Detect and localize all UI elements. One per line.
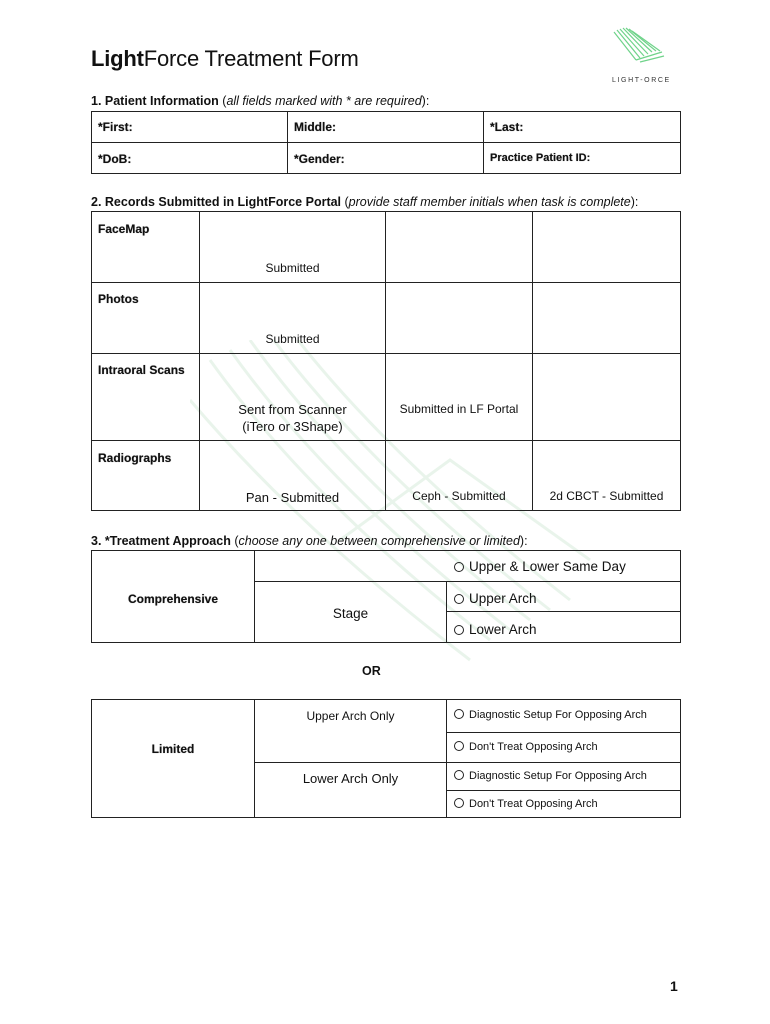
limited-label: Limited bbox=[151, 742, 195, 756]
facemap-submitted-cell[interactable]: Submitted bbox=[265, 261, 320, 275]
facemap-label: FaceMap bbox=[98, 222, 150, 236]
sent-from-scanner-cell[interactable]: Sent from Scanner (iTero or 3Shape) bbox=[238, 402, 347, 434]
upper-arch-only-label: Upper Arch Only bbox=[306, 709, 395, 723]
comprehensive-label: Comprehensive bbox=[127, 592, 219, 606]
radio-icon[interactable] bbox=[454, 594, 464, 604]
photos-submitted-cell[interactable]: Submitted bbox=[265, 332, 320, 346]
radiographs-label: Radiographs bbox=[98, 451, 172, 465]
logo-text: LIGHT-ORCE bbox=[612, 77, 671, 84]
upper-arch-option[interactable]: Upper Arch bbox=[454, 591, 537, 606]
lower-diagnostic-setup-option[interactable]: Diagnostic Setup For Opposing Arch bbox=[454, 770, 647, 782]
page-title: LightForce Treatment Form bbox=[91, 46, 359, 71]
dob-field[interactable]: *DoB: bbox=[98, 152, 132, 166]
section-records-heading: 2. Records Submitted in LightForce Portal (provide staff member initials when task is complete): bbox=[91, 195, 639, 209]
section-patient-info-heading: 1. Patient Information (all fields marked with * are required): bbox=[91, 94, 430, 108]
radio-icon[interactable] bbox=[454, 709, 464, 719]
ceph-submitted-cell[interactable]: Ceph - Submitted bbox=[412, 489, 506, 503]
gender-field[interactable]: *Gender: bbox=[294, 152, 345, 166]
page-number: 1 bbox=[670, 978, 678, 994]
radio-icon[interactable] bbox=[454, 562, 464, 572]
lower-arch-only-label: Lower Arch Only bbox=[302, 771, 399, 786]
lower-arch-option[interactable]: Lower Arch bbox=[454, 622, 537, 637]
stage-label: Stage bbox=[332, 606, 369, 621]
pan-submitted-cell[interactable]: Pan - Submitted bbox=[245, 490, 340, 505]
radio-icon[interactable] bbox=[454, 625, 464, 635]
first-name-field[interactable]: *First: bbox=[98, 120, 133, 134]
lower-dont-treat-option[interactable]: Don't Treat Opposing Arch bbox=[454, 798, 598, 810]
radio-icon[interactable] bbox=[454, 770, 464, 780]
middle-name-field[interactable]: Middle: bbox=[294, 120, 336, 134]
practice-patient-id-field[interactable]: Practice Patient ID: bbox=[490, 152, 591, 164]
photos-cell-3[interactable] bbox=[533, 283, 680, 353]
upper-diagnostic-setup-option[interactable]: Diagnostic Setup For Opposing Arch bbox=[454, 709, 647, 721]
photos-label: Photos bbox=[98, 292, 139, 306]
section-treatment-approach-heading: 3. *Treatment Approach (choose any one between comprehensive or limited): bbox=[91, 534, 528, 548]
submitted-in-lf-portal-cell[interactable]: Submitted in LF Portal bbox=[399, 402, 519, 416]
radio-icon[interactable] bbox=[454, 798, 464, 808]
photos-cell-2[interactable] bbox=[386, 283, 532, 353]
or-separator: OR bbox=[362, 664, 381, 678]
last-name-field[interactable]: *Last: bbox=[490, 120, 524, 134]
facemap-cell-2[interactable] bbox=[386, 212, 532, 282]
intraoral-scans-label: Intraoral Scans bbox=[98, 363, 185, 377]
cbct-submitted-cell[interactable]: 2d CBCT - Submitted bbox=[549, 489, 664, 503]
facemap-cell-3[interactable] bbox=[533, 212, 680, 282]
upper-lower-same-day-option[interactable]: Upper & Lower Same Day bbox=[454, 559, 626, 574]
upper-dont-treat-option[interactable]: Don't Treat Opposing Arch bbox=[454, 741, 598, 753]
radio-icon[interactable] bbox=[454, 741, 464, 751]
intraoral-cell-3[interactable] bbox=[533, 354, 680, 440]
